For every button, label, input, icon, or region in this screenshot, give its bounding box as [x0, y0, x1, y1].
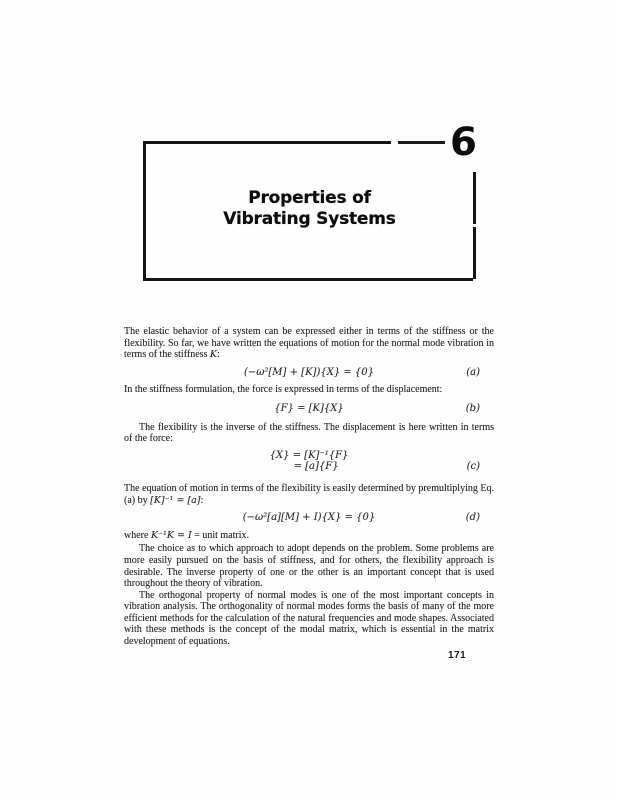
paragraph-premultiply-colon: : [200, 494, 204, 506]
box-border-top [143, 141, 391, 144]
equation-d [124, 512, 494, 524]
equation-d-expression: (−ω²[a][M] + I){X} = {0} [242, 512, 376, 524]
paragraph-intro-text: The elastic behavior of a system can be expressed either in terms of the stiffness or the flexibility. So far, we have written the equations of motion for the normal mode vibration in terms of the stiffness [124, 326, 494, 361]
inline-math-inverse: [K]⁻¹ = [a] [150, 494, 201, 506]
equation-a [124, 367, 494, 379]
chapter-title-box [143, 144, 473, 281]
chapter-title-line1: Properties of [248, 188, 371, 208]
paragraph-intro [124, 326, 494, 361]
paragraph-stiffness: In the stiffness formulation, the force is expressed in terms of the displacement: [124, 384, 443, 396]
equation-c-line2: = [a]{F} [293, 461, 339, 473]
paragraph-choice: The choice as to which approach to adopt depends on the problem. Some problems are more easily pursued on the basis of stiffness, and for others, the flexibility approach is desirable. The inverse property of one or the other is an important concept that is used throughout the theory of vibration. [124, 543, 494, 590]
page-body [124, 326, 494, 648]
paragraph-orthogonal: The orthogonal property of normal modes is one of the most important concepts in vibration analysis. The orthogonality of normal modes forms the basis of many of the more efficient methods for the calculation of the natural frequencies and mode shapes. Associated with these methods is the concept of the modal matrix, which is essential in the matrix development of equations. [124, 589, 494, 648]
equation-c-expression [270, 450, 349, 473]
equation-a-expression: (−ω²[M] + [K]){X} = {0} [243, 366, 375, 378]
paragraph-premultiply [124, 483, 494, 506]
equation-d-label: (d) [465, 512, 480, 524]
inline-math-unit-matrix: K⁻¹K = I [150, 529, 192, 541]
where-prefix: where [124, 529, 151, 541]
inline-math-stiffness-k: K [209, 349, 218, 361]
page-number: 171 [448, 650, 467, 661]
where-suffix: = unit matrix. [191, 529, 250, 541]
equation-c-label: (c) [466, 461, 480, 473]
chapter-title-line2: Vibrating Systems [223, 209, 396, 229]
equation-c-line1: {X} = [K]⁻¹{F} [269, 449, 349, 461]
chapter-number: 6 [449, 120, 477, 165]
paragraph-where [124, 530, 494, 542]
equation-c [124, 450, 494, 473]
chapter-title [146, 188, 473, 230]
paragraph-intro-colon: : [217, 349, 220, 361]
equation-b-label: (b) [465, 402, 480, 414]
equation-b-expression: {F} = [K]{X} [274, 402, 344, 414]
equation-b [124, 403, 494, 415]
box-border-top-dash [398, 141, 445, 144]
equation-a-label: (a) [466, 366, 480, 378]
paragraph-premultiply-text: The equation of motion in terms of the flexibility is easily determined by premultiplying Eq. (a) by [124, 482, 494, 506]
paragraph-flexibility: The flexibility is the inverse of the stiffness. The displacement is here written in terms of the force: [124, 421, 494, 445]
box-border-right [473, 172, 476, 281]
